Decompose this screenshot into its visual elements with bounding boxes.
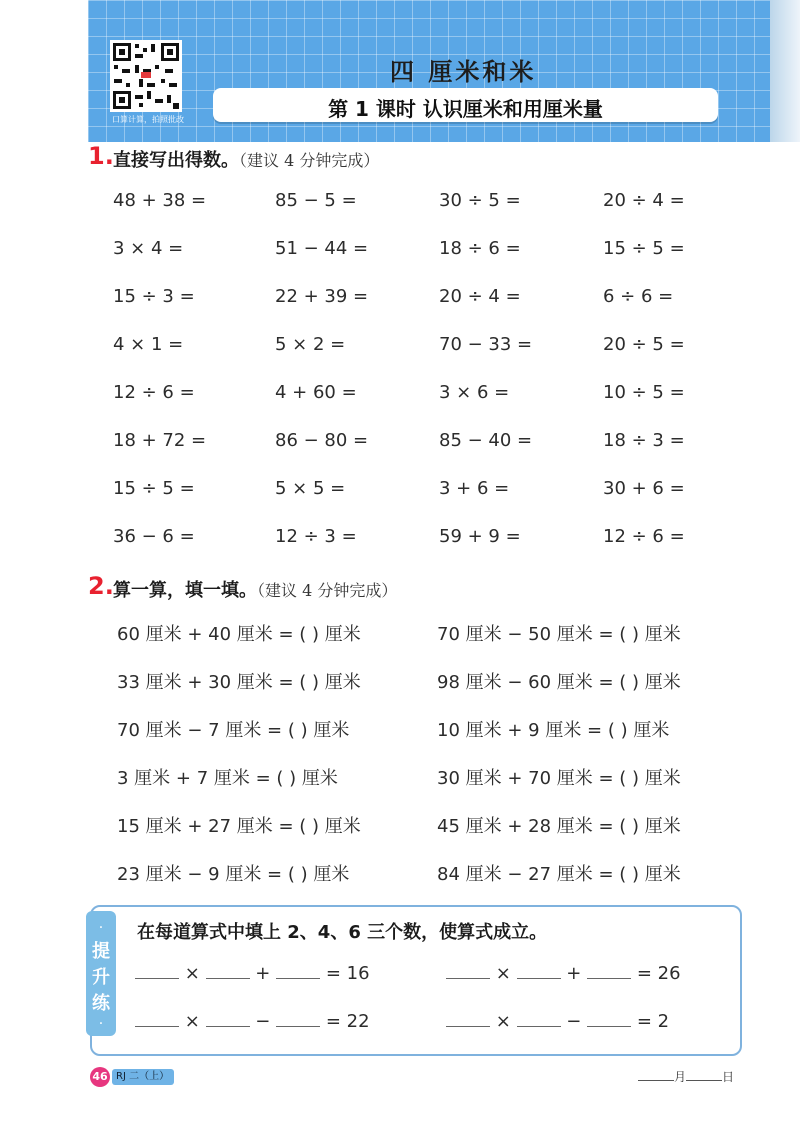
day-blank[interactable] (686, 1070, 722, 1081)
math-problem: 51 − 44 = (275, 238, 369, 259)
fill-in-problem: 98 厘米 − 60 厘米 = ( ) 厘米 (437, 672, 681, 693)
month-blank[interactable] (638, 1070, 674, 1081)
math-problem: 15 ÷ 5 = (603, 238, 685, 259)
math-problem: 20 ÷ 4 = (439, 286, 521, 307)
math-problem: 4 + 60 = (275, 382, 357, 403)
page-header (0, 0, 800, 142)
challenge-tab-label: 提升练 (92, 941, 110, 1014)
challenge-prompt: 在每道算式中填上 2、4、6 三个数，使算式成立。 (137, 922, 548, 943)
fill-in-problem: 45 厘米 + 28 厘米 = ( ) 厘米 (437, 816, 681, 837)
fill-in-problem: 23 厘米 − 9 厘米 = ( ) 厘米 (117, 864, 350, 885)
math-problem: 20 ÷ 4 = (603, 190, 685, 211)
challenge-equation (446, 962, 681, 984)
question-2-title: 算一算，填一填。 (113, 580, 257, 601)
equation-result: = 22 (325, 1011, 370, 1032)
qr-code-icon[interactable] (110, 40, 182, 112)
math-problem: 85 − 40 = (439, 430, 533, 451)
math-problem: 3 × 6 = (439, 382, 510, 403)
math-problem: 70 − 33 = (439, 334, 533, 355)
math-problem: 20 ÷ 5 = (603, 334, 685, 355)
math-problem: 86 − 80 = (275, 430, 369, 451)
math-problem: 12 ÷ 6 = (113, 382, 195, 403)
math-problem: 18 + 72 = (113, 430, 207, 451)
operator: + (566, 963, 582, 984)
page-number-badge: 46 (90, 1067, 110, 1087)
math-problem: 4 × 1 = (113, 334, 184, 355)
math-problem: 48 + 38 = (113, 190, 207, 211)
lesson-title: 第 1 课时 认识厘米和用厘米量 (328, 97, 603, 121)
operator: − (566, 1011, 582, 1032)
lesson-bar (213, 88, 718, 122)
fill-in-problem: 10 厘米 + 9 厘米 = ( ) 厘米 (437, 720, 670, 741)
question-2-number: 2. (88, 572, 114, 600)
math-problem: 12 ÷ 6 = (603, 526, 685, 547)
question-2-heading (113, 576, 397, 602)
operator: × (184, 1011, 200, 1032)
answer-blank[interactable] (587, 962, 631, 979)
month-label: 月 (674, 1070, 687, 1084)
equation-result: = 16 (325, 963, 370, 984)
math-problem: 10 ÷ 5 = (603, 382, 685, 403)
tab-dot-bottom: · (98, 1016, 104, 1032)
math-problem: 3 × 4 = (113, 238, 184, 259)
fill-in-problem: 3 厘米 + 7 厘米 = ( ) 厘米 (117, 768, 338, 789)
challenge-tab (86, 911, 116, 1036)
math-problem: 15 ÷ 5 = (113, 478, 195, 499)
fill-in-problem: 70 厘米 − 50 厘米 = ( ) 厘米 (437, 624, 681, 645)
math-problem: 18 ÷ 3 = (603, 430, 685, 451)
math-problem: 15 ÷ 3 = (113, 286, 195, 307)
math-problem: 5 × 2 = (275, 334, 346, 355)
question-1-number: 1. (88, 142, 114, 170)
header-edge-strip (770, 0, 800, 142)
challenge-equation (135, 962, 370, 984)
fill-in-problem: 70 厘米 − 7 厘米 = ( ) 厘米 (117, 720, 350, 741)
qr-caption: 口算计算，拍照批改 (112, 115, 184, 124)
math-problem: 36 − 6 = (113, 526, 195, 547)
question-1-note: （建议 4 分钟完成） (239, 151, 380, 170)
challenge-equation (135, 1010, 370, 1032)
equation-result: = 26 (636, 963, 681, 984)
question-1-title: 直接写出得数。 (113, 150, 239, 171)
answer-blank[interactable] (206, 1010, 250, 1027)
fill-in-problem: 33 厘米 + 30 厘米 = ( ) 厘米 (117, 672, 361, 693)
math-problem: 5 × 5 = (275, 478, 346, 499)
day-label: 日 (722, 1070, 735, 1084)
operator: × (495, 963, 511, 984)
math-problem: 30 + 6 = (603, 478, 685, 499)
math-problem: 22 + 39 = (275, 286, 369, 307)
answer-blank[interactable] (276, 1010, 320, 1027)
unit-title: 四 厘米和米 (390, 58, 537, 86)
fill-in-problem: 30 厘米 + 70 厘米 = ( ) 厘米 (437, 768, 681, 789)
math-problem: 6 ÷ 6 = (603, 286, 674, 307)
math-problem: 59 + 9 = (439, 526, 521, 547)
answer-blank[interactable] (135, 1010, 179, 1027)
math-problem: 30 ÷ 5 = (439, 190, 521, 211)
question-1-heading (113, 146, 379, 172)
fill-in-problem: 15 厘米 + 27 厘米 = ( ) 厘米 (117, 816, 361, 837)
math-problem: 85 − 5 = (275, 190, 357, 211)
answer-blank[interactable] (446, 962, 490, 979)
operator: × (495, 1011, 511, 1032)
operator: + (255, 963, 271, 984)
fill-in-problem: 60 厘米 + 40 厘米 = ( ) 厘米 (117, 624, 361, 645)
answer-blank[interactable] (517, 962, 561, 979)
math-problem: 3 + 6 = (439, 478, 510, 499)
answer-blank[interactable] (517, 1010, 561, 1027)
math-problem: 12 ÷ 3 = (275, 526, 357, 547)
answer-blank[interactable] (206, 962, 250, 979)
math-problem: 18 ÷ 6 = (439, 238, 521, 259)
answer-blank[interactable] (276, 962, 320, 979)
answer-blank[interactable] (446, 1010, 490, 1027)
answer-blank[interactable] (587, 1010, 631, 1027)
fill-in-problem: 84 厘米 − 27 厘米 = ( ) 厘米 (437, 864, 681, 885)
answer-blank[interactable] (135, 962, 179, 979)
date-field (638, 1068, 734, 1085)
book-tag: RJ 二（上） (112, 1069, 174, 1085)
challenge-equation (446, 1010, 669, 1032)
question-2-note: （建议 4 分钟完成） (257, 581, 398, 600)
equation-result: = 2 (636, 1011, 670, 1032)
operator: − (255, 1011, 271, 1032)
operator: × (184, 963, 200, 984)
tab-dot-top: · (98, 920, 104, 936)
